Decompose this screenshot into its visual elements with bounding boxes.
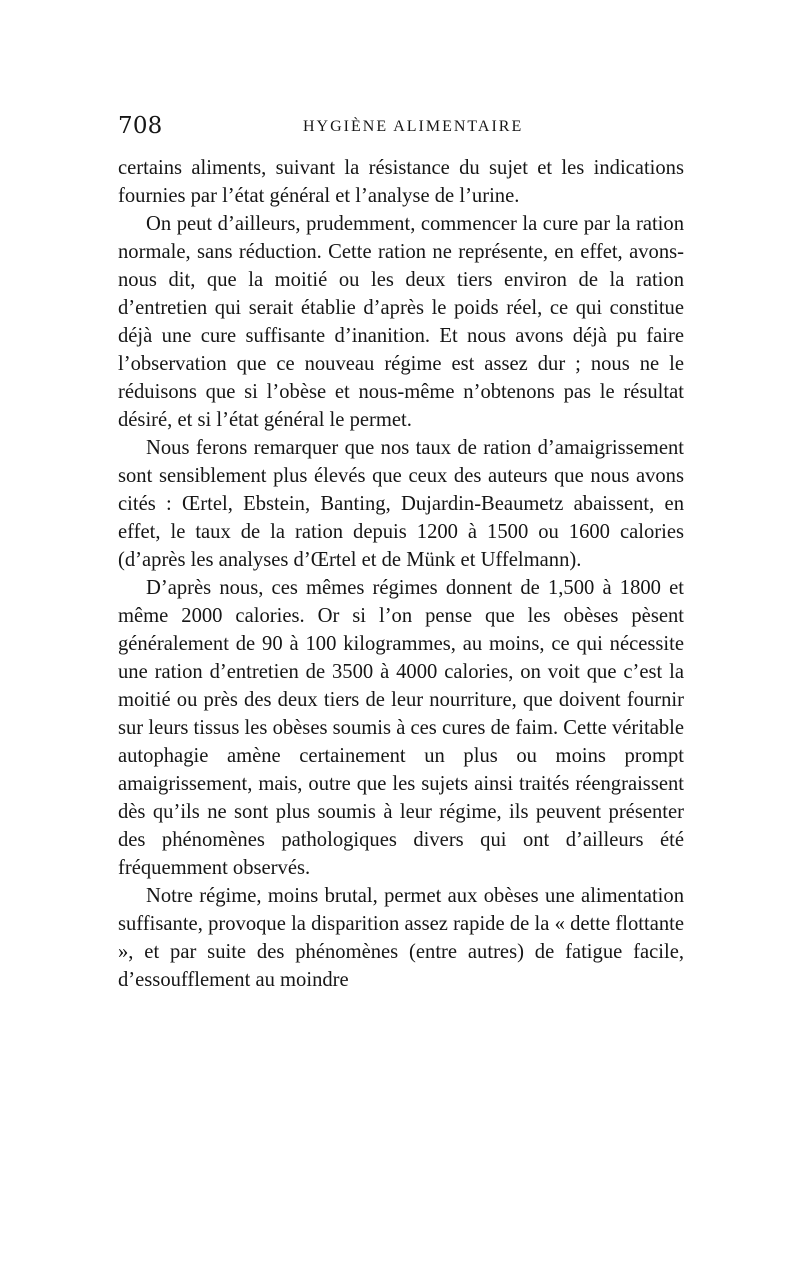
paragraph-continuation: certains aliments, suivant la résistance du sujet et les indications fournies par l’état général et l’analyse de l’urine.: [118, 157, 684, 207]
paragraph: On peut d’ailleurs, prudemment, commencer la cure par la ration normale, sans réduction. Cette ration ne représente, en effet, avons-nous dit, que la moitié ou les deux tiers environ de la ration d’entretien qui serait établie d’après le poids réel, ce qui constitue déjà une cure suffisante d’inanition. Et nous avons déjà pu faire l’observation que ce nouveau régime est assez dur ; nous ne le réduisons que si l’obèse et nous-même n’obtenons pas le résultat désiré, et si l’état général le permet.: [118, 213, 684, 431]
running-title: HYGIÈNE ALIMENTAIRE: [303, 118, 524, 135]
page-number: 708: [118, 113, 163, 139]
paragraph: D’après nous, ces mêmes régimes donnent de 1,500 à 1800 et même 2000 calories. Or si l’on pense que les obèses pèsent généralement de 90 à 100 kilogrammes, au moins, ce qui nécessite une ration d’entretien de 3500 à 4000 calories, on voit que c’est la moitié ou près des deux tiers de leur nourriture, que doivent fournir sur leurs tissus les obèses soumis à ces cures de faim. Cette véritable autophagie amène certainement un plus ou moins prompt amaigrissement, mais, outre que les sujets ainsi traités réengraissent dès qu’ils ne sont plus soumis à leur régime, ils peuvent présenter des phénomènes pathologiques divers qui ont d’ailleurs été fréquemment observés.: [118, 577, 684, 879]
body-text: [118, 154, 684, 994]
running-head: [118, 113, 683, 147]
paragraph: Nous ferons remarquer que nos taux de ration d’amaigrissement sont sensiblement plus élevés que ceux des auteurs que nous avons cités : Œrtel, Ebstein, Banting, Dujardin-Beaumetz abaissent, en effet, le taux de la ration depuis 1200 à 1500 ou 1600 calories (d’après les analyses d’Œrtel et de Münk et Uffelmann).: [118, 437, 684, 571]
paragraph: Notre régime, moins brutal, permet aux obèses une alimentation suffisante, provoque la disparition assez rapide de la « dette flottante », et par suite des phénomènes (entre autres) de fatigue facile, d’essoufflement au moindre: [118, 885, 684, 991]
